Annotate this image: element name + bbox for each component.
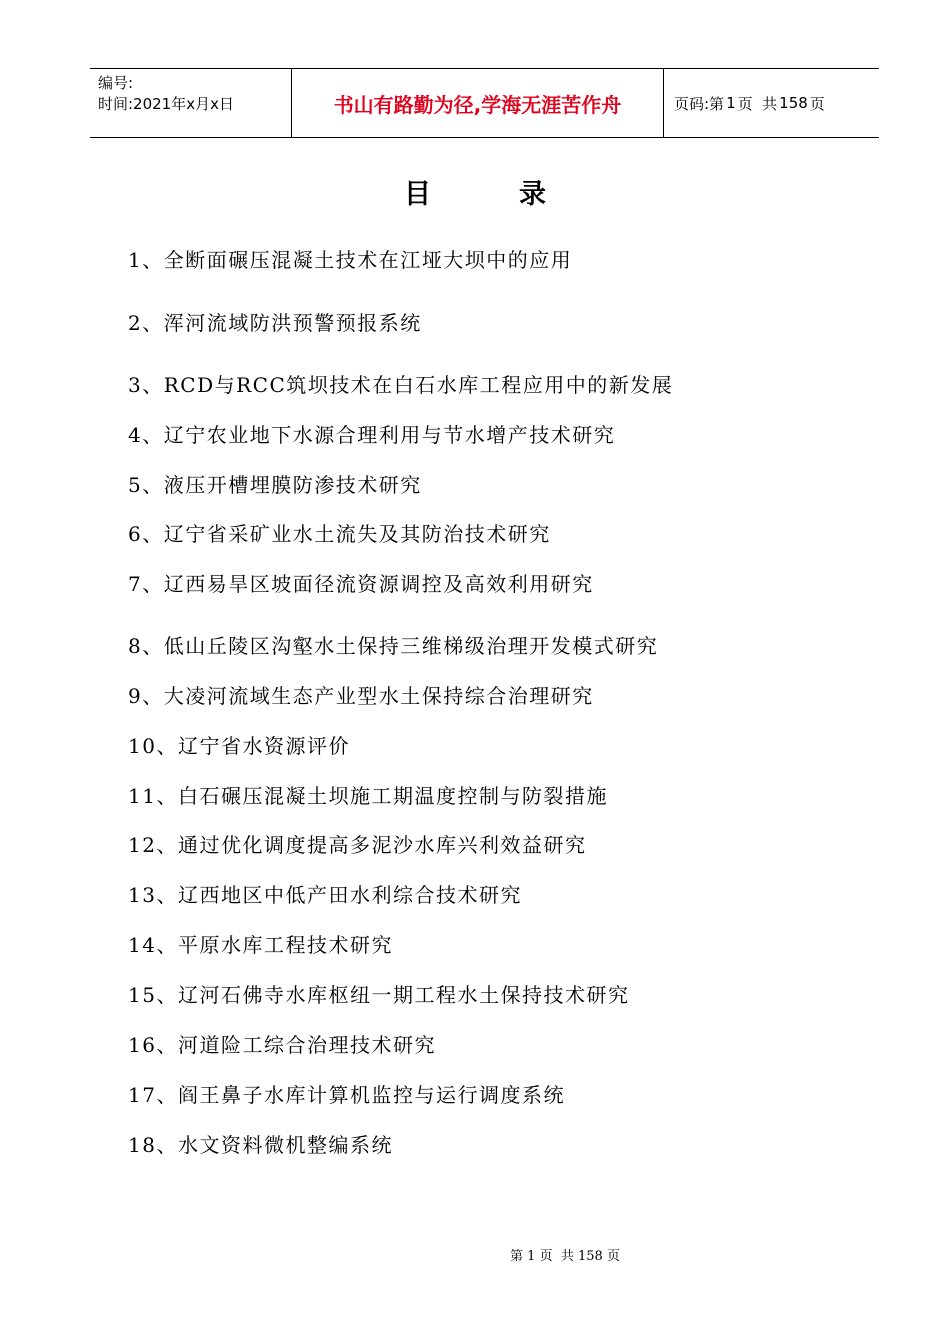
toc-item[interactable]: 10、辽宁省水资源评价	[128, 734, 350, 758]
page-total: 158	[779, 94, 808, 112]
header-meta	[90, 69, 291, 137]
toc-item[interactable]: 9、大凌河流域生态产业型水土保持综合治理研究	[128, 684, 594, 708]
page-footer	[0, 1245, 950, 1264]
toc-item[interactable]: 18、水文资料微机整编系统	[128, 1133, 393, 1157]
page-mid: 页 共	[737, 94, 778, 113]
toc-item[interactable]: 4、辽宁农业地下水源合理利用与节水增产技术研究	[128, 423, 616, 447]
toc-item[interactable]: 15、辽河石佛寺水库枢纽一期工程水土保持技术研究	[128, 983, 630, 1007]
footer-prefix: 第	[510, 1249, 524, 1264]
footer-total: 158	[578, 1249, 603, 1264]
toc-item[interactable]: 3、RCD与RCC筑坝技术在白石水库工程应用中的新发展	[128, 373, 674, 397]
page-title: 目录	[404, 179, 634, 210]
toc-item[interactable]: 16、河道险工综合治理技术研究	[128, 1033, 436, 1057]
page-header	[90, 68, 879, 138]
toc-item[interactable]: 12、通过优化调度提高多泥沙水库兴利效益研究	[128, 833, 587, 857]
toc-item[interactable]: 7、辽西易旱区坡面径流资源调控及高效利用研究	[128, 572, 594, 596]
toc-item[interactable]: 14、平原水库工程技术研究	[128, 933, 393, 957]
toc-item[interactable]: 6、辽宁省采矿业水土流失及其防治技术研究	[128, 522, 551, 546]
footer-mid: 页 共	[539, 1249, 574, 1264]
page-suffix: 页	[809, 94, 825, 113]
footer-suffix: 页	[606, 1249, 620, 1264]
footer-current: 1	[527, 1249, 536, 1264]
toc-item[interactable]: 11、白石碾压混凝土坝施工期温度控制与防裂措施	[128, 784, 608, 808]
time-label: 时间:2021年x月x日	[98, 95, 234, 113]
page-current: 1	[726, 94, 736, 112]
toc-item[interactable]: 5、液压开槽埋膜防渗技术研究	[128, 473, 422, 497]
number-label: 编号:	[98, 74, 134, 92]
header-motto: 书山有路勤为径,学海无涯苦作舟	[291, 69, 664, 137]
toc-item[interactable]: 1、全断面碾压混凝土技术在江垭大坝中的应用	[128, 248, 573, 272]
toc-item[interactable]: 8、低山丘陵区沟壑水土保持三维梯级治理开发模式研究	[128, 634, 659, 658]
header-page-number	[664, 69, 879, 137]
toc-item[interactable]: 2、浑河流域防洪预警预报系统	[128, 311, 422, 335]
page-prefix: 页码:第	[674, 94, 725, 113]
toc-item[interactable]: 13、辽西地区中低产田水利综合技术研究	[128, 883, 522, 907]
toc-item[interactable]: 17、阎王鼻子水库计算机监控与运行调度系统	[128, 1083, 565, 1107]
